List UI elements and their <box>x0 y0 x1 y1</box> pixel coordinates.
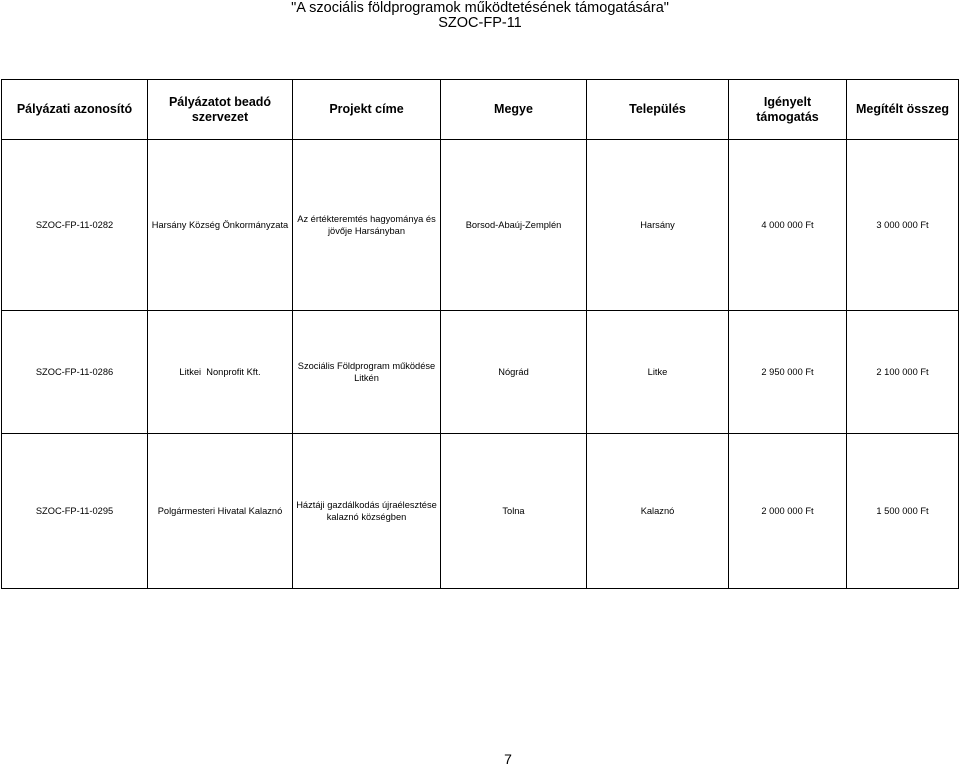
cell-requested: 2 950 000 Ft <box>729 311 847 434</box>
cell-id: SZOC-FP-11-0286 <box>2 311 148 434</box>
cell-settlement: Harsány <box>587 140 729 311</box>
document-title: "A szociális földprogramok működtetésének támogatására" <box>291 0 669 16</box>
page-number: 7 <box>504 751 512 767</box>
cell-project: Háztáji gazdálkodás újraélesztése kalaznó községben <box>293 434 441 589</box>
cell-id: SZOC-FP-11-0282 <box>2 140 148 311</box>
header-id: Pályázati azonosító <box>2 80 148 140</box>
cell-awarded: 1 500 000 Ft <box>847 434 959 589</box>
header-county: Megye <box>441 80 587 140</box>
cell-org: Polgármesteri Hivatal Kalaznó <box>148 434 293 589</box>
cell-requested: 2 000 000 Ft <box>729 434 847 589</box>
header-row <box>2 80 959 140</box>
table-row <box>2 140 959 311</box>
grants-table <box>1 79 959 589</box>
cell-org: Harsány Község Önkormányzata <box>148 140 293 311</box>
cell-county: Tolna <box>441 434 587 589</box>
cell-project: Szociális Földprogram működése Litkén <box>293 311 441 434</box>
document-subtitle: SZOC-FP-11 <box>438 15 522 31</box>
cell-awarded: 3 000 000 Ft <box>847 140 959 311</box>
cell-county: Borsod-Abaúj-Zemplén <box>441 140 587 311</box>
table-row <box>2 311 959 434</box>
header-project: Projekt címe <box>293 80 441 140</box>
table-row <box>2 434 959 589</box>
header-requested: Igényelt támogatás <box>729 80 847 140</box>
cell-id: SZOC-FP-11-0295 <box>2 434 148 589</box>
cell-org: Litkei Nonprofit Kft. <box>148 311 293 434</box>
header-awarded: Megítélt összeg <box>847 80 959 140</box>
cell-awarded: 2 100 000 Ft <box>847 311 959 434</box>
cell-county: Nógrád <box>441 311 587 434</box>
header-settlement: Település <box>587 80 729 140</box>
cell-project: Az értékteremtés hagyománya és jövője Harsányban <box>293 140 441 311</box>
cell-settlement: Kalaznó <box>587 434 729 589</box>
header-org: Pályázatot beadó szervezet <box>148 80 293 140</box>
cell-settlement: Litke <box>587 311 729 434</box>
cell-requested: 4 000 000 Ft <box>729 140 847 311</box>
